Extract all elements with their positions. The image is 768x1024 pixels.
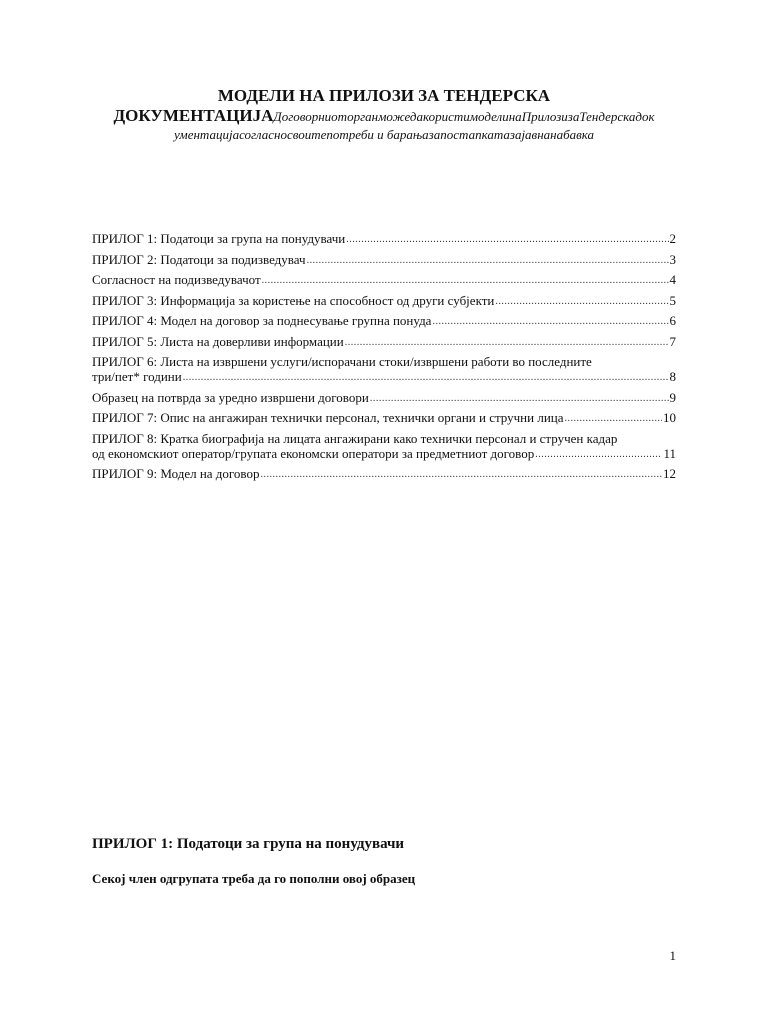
toc-entry-text: ПРИЛОГ 7: Опис на ангажиран технички персонал, технички органи и стручни лица bbox=[92, 410, 564, 425]
toc-leader-dots bbox=[183, 371, 669, 384]
toc-leader-dots bbox=[432, 315, 668, 328]
toc-page-number: 8 bbox=[669, 369, 676, 384]
toc-entry-text: Согласност на подизведувачот bbox=[92, 272, 261, 287]
toc-leader-dots bbox=[370, 392, 669, 405]
toc-leader-dots bbox=[346, 233, 668, 246]
toc-entry-text: ПРИЛОГ 3: Информација за користење на способност од други субјекти bbox=[92, 292, 495, 308]
toc-entry[interactable] bbox=[92, 431, 676, 461]
section-subheading: Секој член одгрупата треба да го пополни овој образец bbox=[92, 871, 416, 886]
toc-entry[interactable] bbox=[92, 354, 676, 384]
toc-leader-dots bbox=[345, 336, 669, 349]
toc-entry[interactable] bbox=[92, 334, 676, 349]
toc-entry-text: ПРИЛОГ 5: Листа на доверливи информации bbox=[92, 333, 344, 349]
toc-entry[interactable] bbox=[92, 313, 676, 328]
toc-entry-text-line-1: ПРИЛОГ 6: Листа на извршени услуги/испорачани стоки/извршени работи во последните bbox=[92, 354, 592, 369]
toc-leader-dots bbox=[260, 468, 662, 481]
toc-page-number: 5 bbox=[669, 292, 676, 308]
toc-page-number: 3 bbox=[669, 251, 676, 267]
toc-leader-dots bbox=[307, 254, 669, 267]
toc-entry[interactable] bbox=[92, 410, 676, 425]
toc-leader-dots bbox=[535, 448, 662, 461]
title-line-3: ументацијасогласносвоитепотреби и барањазапостапкатазајавнанабавка bbox=[173, 127, 595, 142]
toc-page-number: 4 bbox=[669, 272, 676, 287]
toc-entry-text: ПРИЛОГ 2: Податоци за подизведувач bbox=[92, 251, 306, 267]
toc-entry-text: ПРИЛОГ 9: Модел на договор bbox=[92, 466, 260, 481]
toc-page-number: 10 bbox=[663, 410, 676, 425]
toc-page-number: 12 bbox=[663, 466, 676, 481]
title-italic-part-b: ПрилозизаТендерскадок bbox=[521, 109, 655, 124]
toc-page-number: 11 bbox=[663, 445, 676, 461]
toc-page-number: 6 bbox=[669, 313, 676, 328]
toc-page-number: 2 bbox=[669, 231, 676, 246]
toc-entry[interactable] bbox=[92, 272, 676, 287]
toc-entry-text-line-1: ПРИЛОГ 8: Кратка биографија на лицата ангажирани како технички персонал и стручен кадар bbox=[92, 430, 618, 446]
page-number: 1 bbox=[669, 948, 676, 963]
table-of-contents bbox=[92, 231, 676, 487]
title-italic-part: Договорниоторганможедакористимоделина bbox=[273, 109, 522, 124]
toc-leader-dots bbox=[262, 274, 669, 287]
toc-entry-text-line-2: три/пет* години bbox=[92, 369, 182, 384]
toc-entry-text: Образец на потврда за уредно извршени договори bbox=[92, 389, 369, 405]
toc-entry[interactable] bbox=[92, 252, 676, 267]
section-heading: ПРИЛОГ 1: Податоци за група на понудувачи bbox=[92, 836, 405, 852]
title-bold-part: ДОКУМЕНТАЦИЈА bbox=[113, 106, 274, 125]
toc-entry[interactable] bbox=[92, 231, 676, 246]
toc-entry-text: ПРИЛОГ 1: Податоци за група на понудувачи bbox=[92, 231, 346, 246]
toc-page-number: 9 bbox=[669, 389, 676, 405]
document-title bbox=[80, 86, 688, 143]
toc-leader-dots bbox=[495, 295, 668, 308]
toc-entry[interactable] bbox=[92, 466, 676, 481]
toc-entry-text: ПРИЛОГ 4: Модел на договор за поднесување групна понуда bbox=[92, 313, 432, 328]
toc-entry-second-row bbox=[92, 446, 676, 461]
toc-entry-second-row bbox=[92, 369, 676, 384]
toc-entry[interactable] bbox=[92, 390, 676, 405]
toc-page-number: 7 bbox=[669, 333, 676, 349]
title-line-2 bbox=[80, 106, 688, 127]
toc-leader-dots bbox=[565, 412, 662, 425]
toc-entry[interactable] bbox=[92, 293, 676, 308]
toc-entry-text-line-2: од економскиот оператор/групата економски оператори за предметниот договор bbox=[92, 445, 535, 461]
title-line-1: МОДЕЛИ НА ПРИЛОЗИ ЗА ТЕНДЕРСКА bbox=[217, 86, 551, 105]
